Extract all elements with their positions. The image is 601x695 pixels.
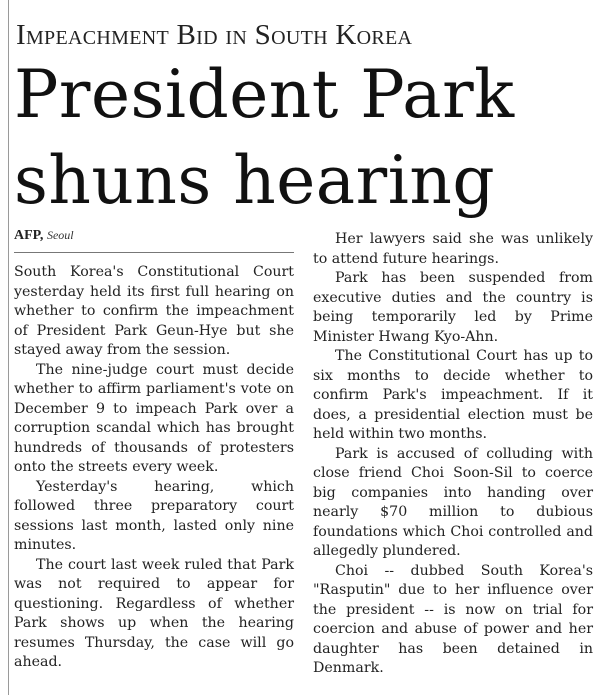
paragraph: The Constitutional Court has up to six months to decide whether to confirm Park's impeachment. If it does, a presidential election must be held within two months. (313, 348, 593, 442)
paragraph: Park is accused of colluding with close friend Choi Soon-Sil to coerce big companies into handing over nearly $70 million to dubious foundations which Choi controlled and allegedly plundered. (313, 445, 593, 559)
kicker-text: Impeachment Bid in South Korea (16, 19, 413, 51)
headline-line-2: shuns hearing (14, 142, 496, 219)
paragraph: The nine-judge court must decide whether to affirm parliament's vote on December 9 to impeach Park over a corruption scandal which has brought hundreds of thousands of protesters onto the streets every week. (14, 361, 294, 475)
paragraph: Yesterday's hearing, which followed three preparatory court sessions last month, lasted only nine minutes. (14, 478, 294, 553)
paragraph: Park has been suspended from executive duties and the country is being temporarily led by Prime Minister Hwang Kyo-Ahn. (313, 270, 593, 345)
paragraph: South Korea's Constitutional Court yesterday held its first full hearing on whether to confirm the impeachment of President Park Geun-Hye but she stayed away from the session. (14, 264, 294, 358)
paragraph: Choi -- dubbed South Korea's "Rasputin" due to her influence over the president -- is now on trial for coercion and abuse of power and her daughter has been detained in Denmark. (313, 562, 593, 676)
paragraph: The court last week ruled that Park was not required to appear for questioning. Regardless of whether Park shows up when the hearing resumes Thursday, the case will go ahead. (14, 556, 294, 670)
article-column-right (313, 230, 593, 679)
kicker (16, 18, 412, 52)
byline-agency: AFP, (14, 228, 44, 243)
article-column-left (14, 226, 294, 673)
byline (14, 226, 294, 253)
byline-place: Seoul (46, 228, 74, 242)
headline-line-1: President Park (14, 56, 515, 133)
headline (14, 52, 599, 224)
paragraph: Her lawyers said she was unlikely to attend future hearings. (313, 231, 593, 267)
column-rule (8, 0, 9, 695)
